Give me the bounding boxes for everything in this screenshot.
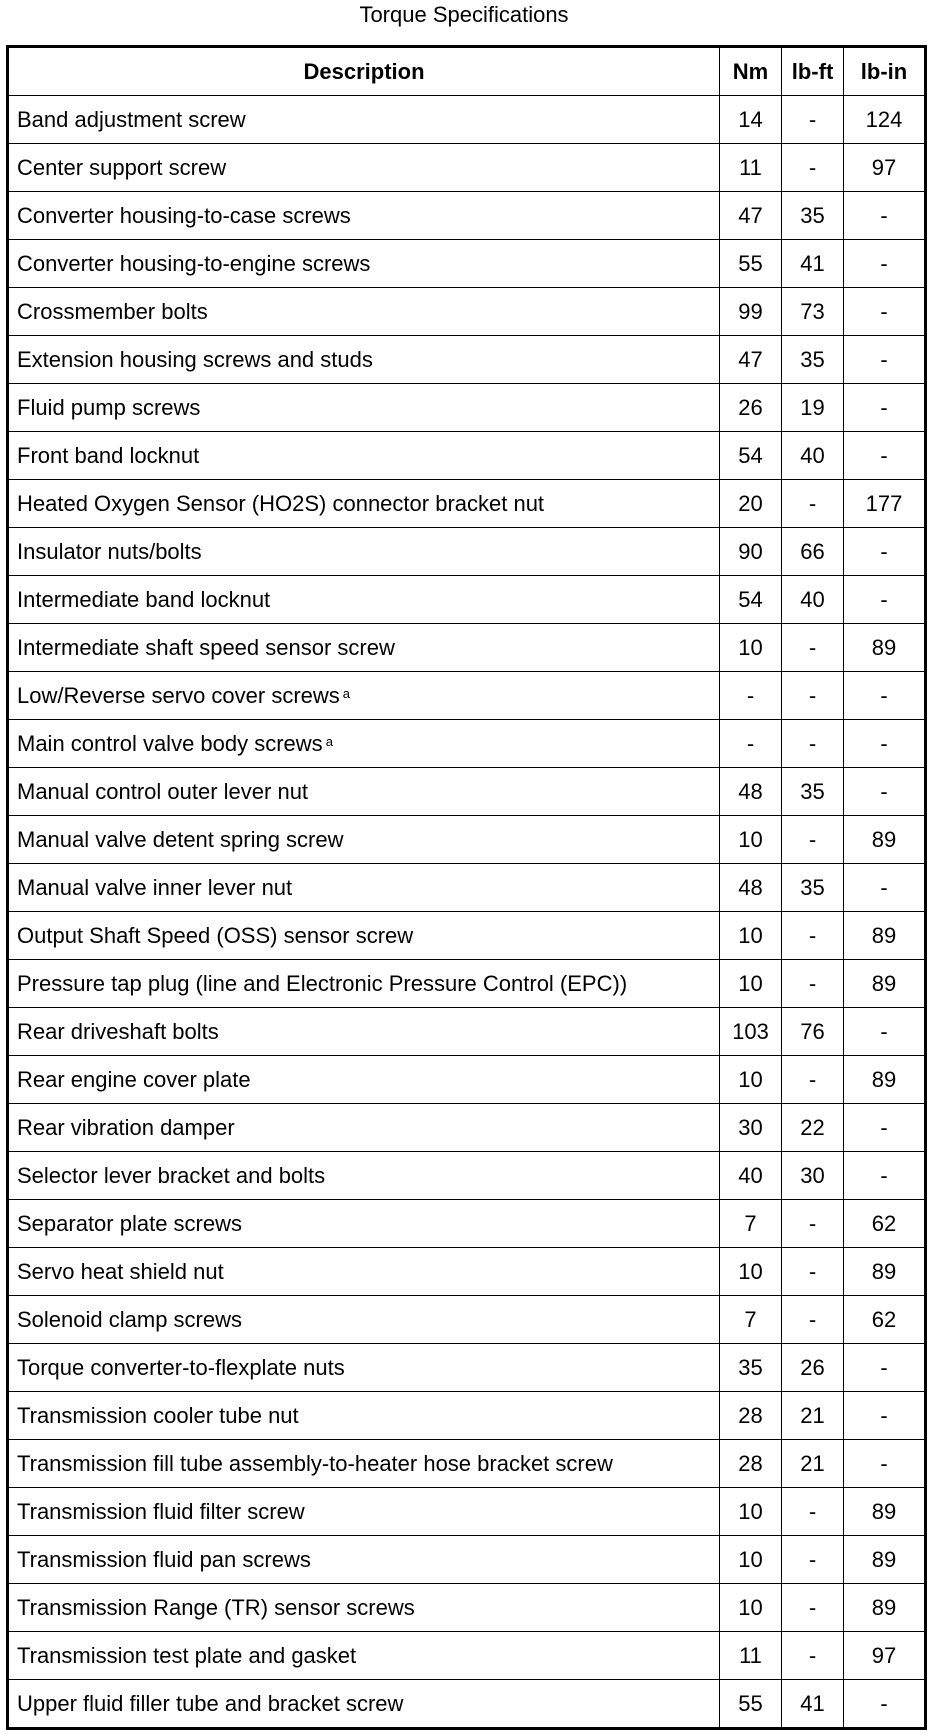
description-text: Manual control outer lever nut (17, 778, 309, 804)
table-row (8, 1680, 926, 1729)
table-row (8, 1296, 926, 1344)
cell-nm: 7 (720, 1296, 782, 1344)
cell-description (8, 864, 720, 912)
cell-lb-ft: 73 (782, 288, 844, 336)
cell-lb-ft: - (782, 912, 844, 960)
table-row (8, 720, 926, 768)
cell-nm: 10 (720, 1584, 782, 1632)
table-row (8, 480, 926, 528)
cell-description (8, 1632, 720, 1680)
cell-lb-in: - (844, 768, 926, 816)
cell-description (8, 1200, 720, 1248)
description-text: Transmission fill tube assembly-to-heater hose bracket screw (17, 1450, 613, 1476)
description-text: Transmission fluid filter screw (17, 1498, 305, 1524)
description-text: Solenoid clamp screws (17, 1306, 242, 1332)
cell-lb-ft: - (782, 672, 844, 720)
header-nm: Nm (720, 47, 782, 96)
cell-lb-ft: 22 (782, 1104, 844, 1152)
cell-nm: 47 (720, 192, 782, 240)
cell-lb-ft: - (782, 1056, 844, 1104)
cell-nm: 10 (720, 960, 782, 1008)
cell-lb-in: - (844, 1440, 926, 1488)
cell-lb-ft: 19 (782, 384, 844, 432)
table-row (8, 240, 926, 288)
cell-lb-in: 89 (844, 912, 926, 960)
cell-lb-ft: 35 (782, 336, 844, 384)
description-text: Heated Oxygen Sensor (HO2S) connector bracket nut (17, 490, 545, 516)
cell-description (8, 624, 720, 672)
cell-description (8, 1536, 720, 1584)
cell-lb-in: - (844, 240, 926, 288)
cell-nm: 10 (720, 1248, 782, 1296)
cell-lb-in: - (844, 1344, 926, 1392)
cell-lb-ft: - (782, 1296, 844, 1344)
cell-description (8, 528, 720, 576)
description-text: Front band locknut (17, 442, 200, 468)
description-text: Transmission cooler tube nut (17, 1402, 299, 1428)
cell-nm: 90 (720, 528, 782, 576)
cell-nm: 47 (720, 336, 782, 384)
table-row (8, 672, 926, 720)
header-lb-in: lb-in (844, 47, 926, 96)
cell-nm: 11 (720, 1632, 782, 1680)
cell-lb-in: 62 (844, 1200, 926, 1248)
table-row (8, 1536, 926, 1584)
table-row (8, 576, 926, 624)
cell-description (8, 1392, 720, 1440)
cell-lb-ft: 41 (782, 240, 844, 288)
table-row (8, 1056, 926, 1104)
table-row (8, 1584, 926, 1632)
cell-lb-in: 89 (844, 960, 926, 1008)
table-row (8, 1488, 926, 1536)
description-text: Rear engine cover plate (17, 1066, 251, 1092)
cell-nm: 48 (720, 864, 782, 912)
cell-lb-in: - (844, 672, 926, 720)
cell-lb-ft: - (782, 624, 844, 672)
cell-nm: 20 (720, 480, 782, 528)
cell-description (8, 96, 720, 144)
table-row (8, 432, 926, 480)
description-text: Extension housing screws and studs (17, 346, 373, 372)
table-body (8, 96, 926, 1729)
cell-description (8, 1296, 720, 1344)
description-text: Selector lever bracket and bolts (17, 1162, 326, 1188)
cell-nm: 54 (720, 432, 782, 480)
cell-lb-ft: - (782, 1536, 844, 1584)
cell-description (8, 1584, 720, 1632)
table-row (8, 864, 926, 912)
cell-lb-ft: 40 (782, 432, 844, 480)
description-text: Insulator nuts/bolts (17, 538, 202, 564)
cell-nm: 10 (720, 624, 782, 672)
description-text: Upper fluid filler tube and bracket screw (17, 1690, 404, 1716)
table-row (8, 768, 926, 816)
cell-lb-in: 89 (844, 1536, 926, 1584)
cell-lb-in: 97 (844, 144, 926, 192)
table-row (8, 816, 926, 864)
cell-description (8, 1152, 720, 1200)
cell-nm: 28 (720, 1440, 782, 1488)
table-row (8, 1104, 926, 1152)
cell-nm: 103 (720, 1008, 782, 1056)
document-title: Torque Specifications (359, 2, 569, 27)
cell-lb-ft: - (782, 480, 844, 528)
cell-description (8, 720, 720, 768)
cell-lb-in: 89 (844, 624, 926, 672)
cell-lb-ft: 21 (782, 1392, 844, 1440)
cell-lb-in: - (844, 1680, 926, 1729)
cell-lb-ft: 40 (782, 576, 844, 624)
description-text: Transmission fluid pan screws (17, 1546, 311, 1572)
cell-lb-ft: - (782, 1632, 844, 1680)
cell-lb-in: 89 (844, 1488, 926, 1536)
table-row (8, 624, 926, 672)
cell-nm: 30 (720, 1104, 782, 1152)
description-text: Transmission Range (TR) sensor screws (17, 1594, 415, 1620)
cell-nm: 10 (720, 1536, 782, 1584)
cell-nm: 99 (720, 288, 782, 336)
cell-nm: 10 (720, 1488, 782, 1536)
table-row (8, 384, 926, 432)
cell-lb-in: - (844, 1008, 926, 1056)
table-row (8, 528, 926, 576)
cell-lb-ft: 35 (782, 864, 844, 912)
cell-lb-ft: - (782, 1584, 844, 1632)
cell-lb-in: 89 (844, 1584, 926, 1632)
cell-nm: 7 (720, 1200, 782, 1248)
cell-lb-in: - (844, 528, 926, 576)
cell-lb-ft: 35 (782, 768, 844, 816)
table-row (8, 144, 926, 192)
cell-lb-ft: 41 (782, 1680, 844, 1729)
description-text: Manual valve detent spring screw (17, 826, 344, 852)
cell-lb-ft: 21 (782, 1440, 844, 1488)
cell-nm: - (720, 720, 782, 768)
description-text: Servo heat shield nut (17, 1258, 224, 1284)
description-text: Crossmember bolts (17, 298, 208, 324)
cell-description (8, 432, 720, 480)
cell-lb-ft: - (782, 144, 844, 192)
cell-lb-in: 124 (844, 96, 926, 144)
description-text: Center support screw (17, 154, 227, 180)
cell-lb-in: - (844, 1152, 926, 1200)
description-text: Band adjustment screw (17, 106, 246, 132)
cell-lb-in: - (844, 864, 926, 912)
cell-description (8, 768, 720, 816)
cell-lb-ft: - (782, 1200, 844, 1248)
cell-lb-in: 97 (844, 1632, 926, 1680)
footnote-marker: a (342, 685, 351, 701)
cell-nm: 28 (720, 1392, 782, 1440)
table-row (8, 192, 926, 240)
description-text: Low/Reverse servo cover screws (17, 682, 340, 708)
table-row (8, 1392, 926, 1440)
description-text: Output Shaft Speed (OSS) sensor screw (17, 922, 414, 948)
description-text: Manual valve inner lever nut (17, 874, 293, 900)
cell-description (8, 1440, 720, 1488)
cell-nm: 54 (720, 576, 782, 624)
table-row (8, 1008, 926, 1056)
cell-lb-in: - (844, 192, 926, 240)
table-row (8, 912, 926, 960)
table-row (8, 1632, 926, 1680)
cell-nm: 55 (720, 240, 782, 288)
footnote-marker: a (325, 733, 333, 749)
table-row (8, 1440, 926, 1488)
description-text: Intermediate shaft speed sensor screw (17, 634, 395, 660)
cell-description (8, 192, 720, 240)
cell-nm: 10 (720, 912, 782, 960)
cell-nm: 11 (720, 144, 782, 192)
cell-nm: 48 (720, 768, 782, 816)
table-row (8, 96, 926, 144)
cell-description (8, 960, 720, 1008)
cell-lb-in: 62 (844, 1296, 926, 1344)
cell-description (8, 240, 720, 288)
cell-description (8, 576, 720, 624)
cell-lb-in: 89 (844, 816, 926, 864)
cell-description (8, 816, 720, 864)
table-row (8, 288, 926, 336)
cell-nm: 35 (720, 1344, 782, 1392)
description-text: Converter housing-to-case screws (17, 202, 351, 228)
cell-lb-in: - (844, 432, 926, 480)
cell-description (8, 1680, 720, 1729)
table-row (8, 336, 926, 384)
cell-lb-in: - (844, 1392, 926, 1440)
cell-lb-ft: - (782, 1248, 844, 1296)
table-row (8, 1200, 926, 1248)
description-text: Separator plate screws (17, 1210, 242, 1236)
cell-lb-ft: 30 (782, 1152, 844, 1200)
cell-nm: - (720, 672, 782, 720)
table-row (8, 960, 926, 1008)
description-text: Main control valve body screws (17, 730, 323, 756)
cell-lb-ft: 76 (782, 1008, 844, 1056)
cell-lb-in: - (844, 576, 926, 624)
cell-description (8, 480, 720, 528)
description-text: Transmission test plate and gasket (17, 1642, 357, 1668)
description-text: Rear driveshaft bolts (17, 1018, 219, 1044)
cell-description (8, 1248, 720, 1296)
cell-description (8, 1104, 720, 1152)
cell-lb-in: - (844, 336, 926, 384)
cell-lb-ft: - (782, 720, 844, 768)
cell-nm: 55 (720, 1680, 782, 1729)
cell-lb-in: 89 (844, 1248, 926, 1296)
cell-description (8, 144, 720, 192)
header-description: Description (8, 47, 720, 96)
torque-spec-table (6, 45, 927, 1730)
cell-description (8, 672, 720, 720)
cell-lb-in: 89 (844, 1056, 926, 1104)
description-text: Torque converter-to-flexplate nuts (17, 1354, 345, 1380)
cell-lb-ft: 26 (782, 1344, 844, 1392)
cell-nm: 40 (720, 1152, 782, 1200)
cell-description (8, 912, 720, 960)
cell-lb-ft: 35 (782, 192, 844, 240)
cell-description (8, 384, 720, 432)
cell-lb-in: - (844, 720, 926, 768)
cell-description (8, 1056, 720, 1104)
description-text: Rear vibration damper (17, 1114, 235, 1140)
cell-lb-ft: - (782, 960, 844, 1008)
table-row (8, 1344, 926, 1392)
table-header-row (8, 47, 926, 96)
cell-nm: 10 (720, 1056, 782, 1104)
table-row (8, 1248, 926, 1296)
description-text: Fluid pump screws (17, 394, 201, 420)
cell-lb-in: - (844, 288, 926, 336)
cell-description (8, 288, 720, 336)
cell-lb-ft: - (782, 1488, 844, 1536)
cell-description (8, 1488, 720, 1536)
cell-lb-in: - (844, 384, 926, 432)
cell-description (8, 1344, 720, 1392)
cell-lb-ft: - (782, 816, 844, 864)
cell-description (8, 336, 720, 384)
cell-lb-ft: - (782, 96, 844, 144)
cell-nm: 26 (720, 384, 782, 432)
cell-nm: 10 (720, 816, 782, 864)
description-text: Converter housing-to-engine screws (17, 250, 371, 276)
cell-nm: 14 (720, 96, 782, 144)
header-lb-ft: lb-ft (782, 47, 844, 96)
description-text: Pressure tap plug (line and Electronic Pressure Control (EPC)) (17, 970, 628, 996)
cell-description (8, 1008, 720, 1056)
table-row (8, 1152, 926, 1200)
cell-lb-ft: 66 (782, 528, 844, 576)
cell-lb-in: 177 (844, 480, 926, 528)
cell-lb-in: - (844, 1104, 926, 1152)
description-text: Intermediate band locknut (17, 586, 271, 612)
